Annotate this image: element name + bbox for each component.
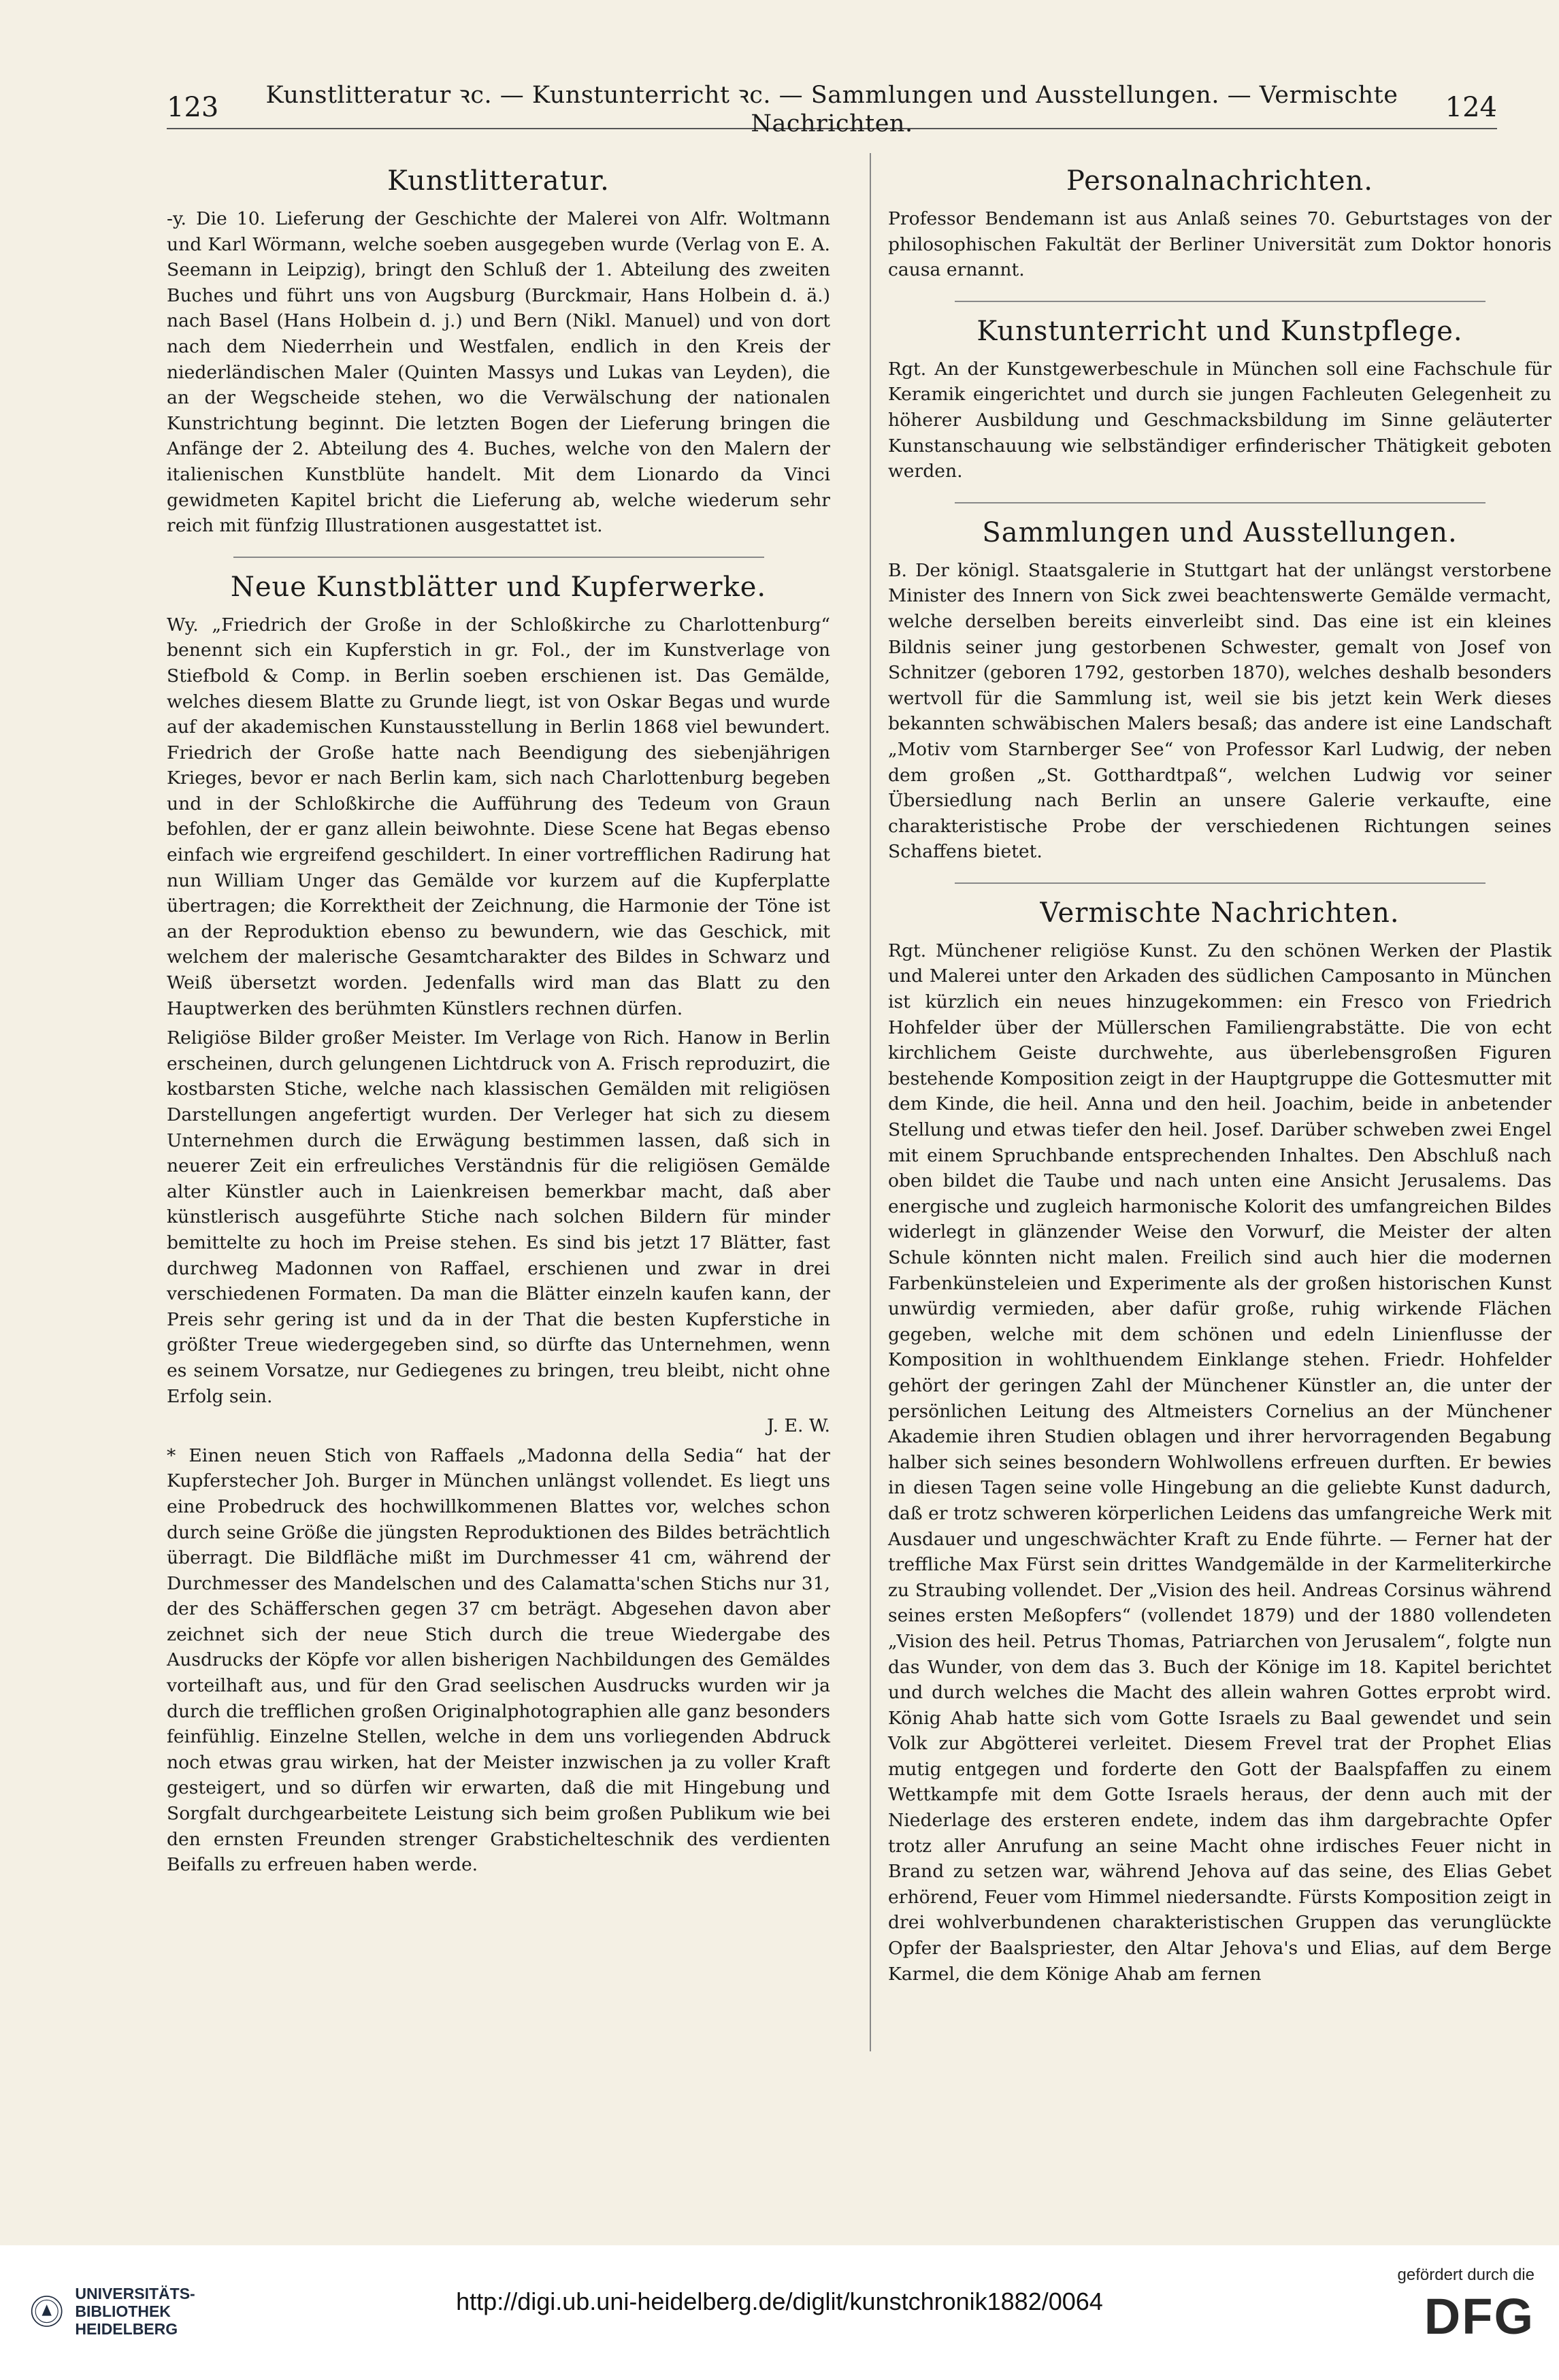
section-heading-kunstunterricht: Kunstunterricht und Kunstpflege. [977, 315, 1463, 347]
section-heading-vermischte: Vermischte Nachrichten. [1040, 897, 1400, 929]
right-column [888, 153, 1552, 1991]
article-madonna-della-sedia: * Einen neuen Stich von Raffaels „Madonna della Sedia“ hat der Kupferstecher Joh. Burger in München unlängst vollendet. Es liegt uns eine Probedruck des hochwillkommenen Blattes vor, welches schon durch seine Größe die jüngsten Reproduktionen des Bildes beträchtlich überragt. Die Bildfläche mißt im Durchmesser 41 cm, während der Durchmesser des Mandelschen und des Calamatta'schen Stichs nur 31, der des Schäfferschen gegen 37 cm beträgt. Abgesehen davon aber zeichnet sich der neue Stich durch die treue Wiedergabe des Ausdrucks der Köpfe vor allen bisherigen Nachbildungen des Gemäldes vorteilhaft aus, und für den Grad seelischen Ausdrucks wurden wir ja durch die trefflichen großen Originalphotographien alle ganz besonders feinfühlig. Einzelne Stellen, welche in dem uns vorliegenden Abdruck noch etwas grau wirken, hat der Meister inzwischen ja zu voller Kraft gesteigert, und so dürfen wir erwarten, daß die mit Hingebung und Sorgfalt durchgearbeitete Leistung sich beim großen Publikum wie bei den ernsten Freunden strenger Grabstichelteschnik des verdienten Beifalls zu erfreuen haben werde. [167, 1444, 830, 1876]
section-heading-personalnachrichten: Personalnachrichten. [1066, 165, 1373, 197]
article-friedrich-der-grosse: Wy. „Friedrich der Große in der Schloßkirche zu Charlottenburg“ benennt sich ein Kupferstich in gr. Fol., der im Kunstverlage von Stiefbold & Comp. in Berlin soeben erschienen ist. Das Gemälde, welches diesem Blatte zu Grunde liegt, ist von Oskar Begas und wurde auf der akademischen Kunstausstellung in Berlin 1868 viel bewundert. Friedrich der Große hatte nach Beendigung des siebenjährigen Krieges, bevor er nach Berlin kam, sich nach Charlottenburg begeben und in der Schloßkirche die Aufführung des Tedeum von Graun befohlen, der er ganz allein beiwohnte. Diese Scene hat Begas ebenso einfach wie ergreifend geschildert. In einer vortrefflichen Radirung hat nun William Unger das Gemälde vor kurzem auf die Kupferplatte übertragen; die Korrektheit der Zeichnung, die Harmonie der Töne ist an der Reproduktion ebenso zu bewundern, wie das Geschick, mit welchem der malerische Gesamtcharakter des Bildes in Schwarz und Weiß übersetzt worden. Jedenfalls wird man das Blatt zu den Hauptwerken des berühmten Künstlers rechnen dürfen. [167, 614, 830, 1019]
dfg-logo[interactable]: DFG [1424, 2288, 1535, 2345]
section-divider [233, 557, 764, 558]
left-column [167, 153, 830, 1882]
section-heading-kunstlitteratur: Kunstlitteratur. [387, 165, 610, 197]
section-heading-sammlungen: Sammlungen und Ausstellungen. [982, 516, 1458, 548]
article-muenchener-kunst: Rgt. Münchener religiöse Kunst. Zu den schönen Werken der Plastik und Malerei unter den Arkaden des südlichen Camposanto in München ist kürzlich ein neues hinzugekommen: ein Fresco von Friedrich Hohfelder über der Müllerschen Familiengrabstätte. Die von echt kirchlichem Geiste durchwehte, aus überlebensgroßen Figuren bestehende Komposition zeigt in der Hauptgruppe die Gottesmutter mit dem Kinde, die heil. Anna und den heil. Joachim, beide in anbetender Stellung und etwas tiefer den heil. Josef. Darüber schweben zwei Engel mit einem Spruchbande entsprechenden Inhaltes. Den Abschluß nach oben bildet die Taube und nach unten eine Ansicht Jerusalems. Das energische und zugleich harmonische Kolorit des umfangreichen Bildes widerlegt in glänzender Weise den Vorwurf, die Meister der alten Schule könnten nicht malen. Freilich sind auch hier die modernen Farbenkünsteleien und Experimente als der großen historischen Kunst unwürdig vermieden, aber dafür große, ruhig wirkende Flächen gegeben, welche mit dem schönen und edeln Linienflusse der Komposition in wohlthuendem Einklange stehen. Friedr. Hohfelder gehört der geringen Zahl der Münchener Künstler an, die unter der persönlichen Leitung des Altmeisters Cornelius an der Münchener Akademie ihren Studien oblagen und ihrer hervorragenden Begabung halber sich seines besondern Wohlwollens erfreuen durften. Er bewies in diesen Tagen seine volle Hingebung an die geliebte Kunst dadurch, daß er trotz schweren körperlichen Leidens das umfangreiche Werk mit Ausdauer und ungeschwächter Kraft zu Ende führte. — Ferner hat der treffliche Max Fürst sein drittes Wandgemälde in der Karmeliterkirche zu Straubing vollendet. Der „Vision des heil. Andreas Corsinus während seines ersten Meßopfers“ (vollendet 1879) und der 1880 vollendeten „Vision des heil. Petrus Thomas, Patriarchen von Jerusalem“, folgte nun das Wunder, von dem das 3. Buch der Könige im 18. Kapitel berichtet und durch welches die Macht des allein wahren Gottes erprobt wird. König Ahab hatte sich vom Gotte Israels zu Baal gewendet und sein Volk zur Abgötterei verleitet. Diesem Frevel trat der Prophet Elias mutig entgegen und forderte den Gott der Baalspfaffen zu einem Wettkampfe mit dem Gotte Israels heraus, der denn auch mit der Niederlage des ersteren endete, indem das ihm dargebrachte Opfer trotz aller Anrufung an seine Macht ohne irdisches Feuer nicht in Brand zu setzen war, während Jehova auf das seine, des Elias Gebet erhörend, Feuer vom Himmel niedersandte. Fürsts Komposition zeigt in drei wohlverbundenen charakteristischen Gruppen das verunglückte Opfer der Baalspriester, den Altar Jehova's und Elias, auf dem Berge Karmel, die dem Könige Ahab am fernen [888, 940, 1552, 1985]
permalink-url[interactable]: http://digi.ub.uni-heidelberg.de/diglit/kunstchronik1882/0064 [456, 2287, 1103, 2315]
column-rule [870, 153, 871, 2051]
article-bendemann: Professor Bendemann ist aus Anlaß seines 70. Geburtstages von der philosophischen Fakultät der Berliner Universität zum Doktor honoris causa ernannt. [888, 208, 1552, 281]
article-signature: J. E. W. [767, 1415, 830, 1437]
section-divider [955, 882, 1486, 884]
article-religioese-bilder: Religiöse Bilder großer Meister. Im Verlage von Rich. Hanow in Berlin erscheinen, durch gelungenen Lichtdruck von A. Frisch reproduzirt, die kostbarsten Stiche, welche nach klassischen Gemälden mit religiösen Darstellungen angefertigt wurden. Der Verleger hat sich zu diesem Unternehmen durch die Erwägung bestimmen lassen, daß sich in neuerer Zeit ein erfreuliches Verständnis für die religiösen Gemälde alter Künstler auch in Laienkreisen bemerkbar macht, daß aber künstlerisch ausgeführte Stiche nach solchen Bildern für minder bemittelte zu hoch im Preise stehen. Es sind bis jetzt 17 Blätter, fast durchweg Madonnen von Raffael, erschienen und zwar in drei verschiedenen Formaten. Da man die Blätter einzeln kaufen kann, der Preis sehr gering ist und da in der That die besten Kupferstiche in größter Treue wiedergegeben sind, so dürfte das Unternehmen, wenn es seinem Vorsatze, nur Gediegenes zu bringen, treu bleibt, nicht ohne Erfolg sein. [167, 1027, 830, 1407]
section-divider [955, 301, 1486, 302]
library-name: UNIVERSITÄTS- BIBLIOTHEK HEIDELBERG [75, 2285, 195, 2338]
running-title: Kunstlitteratur ꝛc. — Kunstunterricht ꝛc. — Sammlungen und Ausstellungen. — Vermischte Nachrichten. [265, 81, 1398, 137]
article-woltmann: -y. Die 10. Lieferung der Geschichte der Malerei von Alfr. Woltmann und Karl Wörmann, welche soeben ausgegeben wurde (Verlag von E. A. Seemann in Leipzig), bringt den Schluß der 1. Abteilung des zweiten Buches und führt uns von Augsburg (Burckmair, Hans Holbein d. ä.) nach Basel (Hans Holbein d. j.) und Bern (Nikl. Manuel) und von dort nach dem Niederrhein und Westfalen, endlich in den Kreis der niederländischen Maler (Quinten Massys und Lukas van Leyden), die an der Wegscheide stehen, wo die Verwälschung der nationalen Kunstrichtung beginnt. Die letzten Bogen der Lieferung bringen die Anfänge der 2. Abteilung des 4. Buches, welche von den Malern der italienischen Kunstblüte handelt. Mit dem Lionardo da Vinci gewidmeten Kapitel bricht die Lieferung ab, welche wiederum sehr reich mit fünfzig Illustrationen ausgestattet ist. [167, 208, 830, 537]
funding-notice [1351, 2266, 1535, 2345]
running-header [167, 81, 1497, 137]
page-number-left: 123 [167, 92, 219, 123]
section-heading-kunstblaetter: Neue Kunstblätter und Kupferwerke. [230, 571, 767, 603]
article-kunstgewerbeschule: Rgt. An der Kunstgewerbeschule in München soll eine Fachschule für Keramik eingerichtet und durch sie jungen Fachleuten Gelegenheit zu höherer Ausbildung und Geschmacksbildung im Sinne geläuterter Kunstanschauung wie selbständiger erfinderischer Thätigkeit geboten werden. [888, 358, 1552, 482]
article-staatsgalerie: B. Der königl. Staatsgalerie in Stuttgart hat der unlängst verstorbene Minister des Innern von Sick zwei beachtenswerte Gemälde vermacht, welche derselben bereits einverleibt sind. Das eine ist ein kleines Bildnis seiner jung gestorbenen Schwester, gemalt von Josef von Schnitzer (geboren 1792, gestorben 1870), welches deshalb besonders wertvoll für die Sammlung ist, weil sie bis jetzt kein Werk dieses bekannten schwäbischen Malers besaß; das andere ist eine Landschaft „Motiv vom Starnberger See“ von Professor Karl Ludwig, der neben dem großen „St. Gotthardtpaß“, welchen Ludwig vor seiner Übersiedlung nach Berlin an unsere Galerie verkaufte, eine charakteristische Probe der verschiedenen Richtungen seines Schaffens bietet. [888, 559, 1552, 863]
funding-caption: gefördert durch die [1397, 2266, 1535, 2284]
section-divider [955, 502, 1486, 503]
viewer-footer [0, 2245, 1559, 2380]
page-number-right: 124 [1445, 92, 1497, 123]
